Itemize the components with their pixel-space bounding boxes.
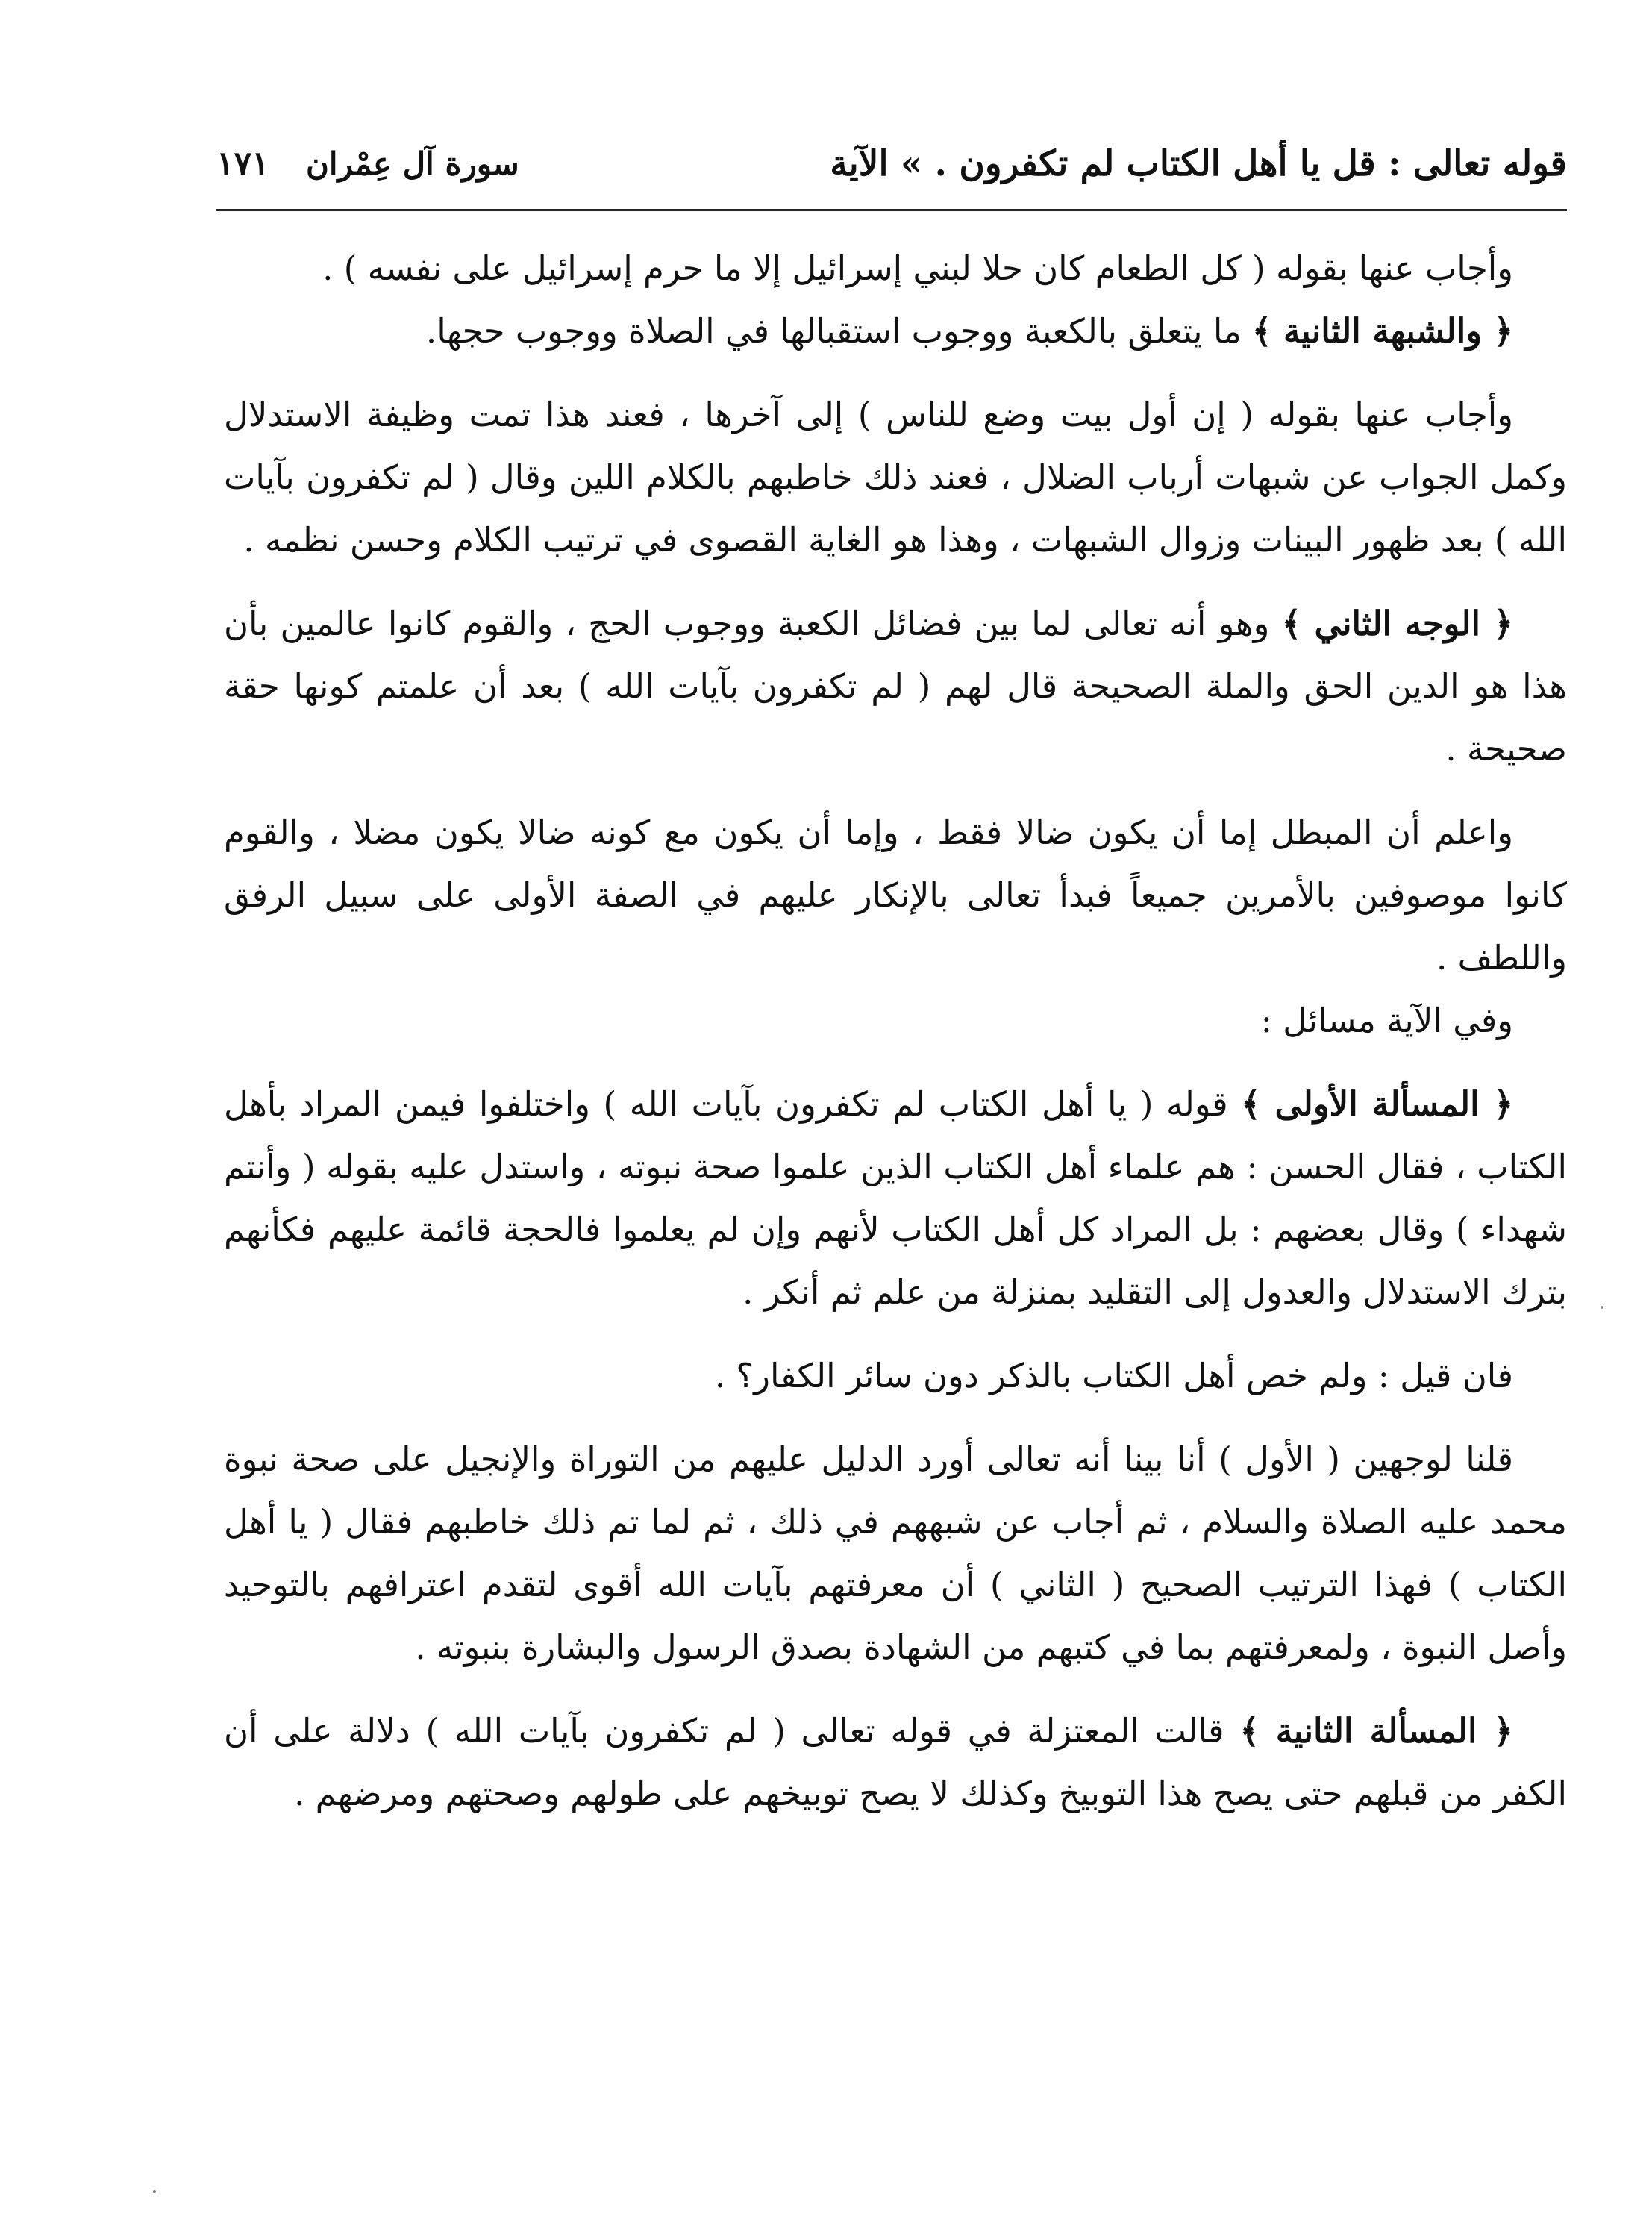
paragraph-9-text: قلنا لوجهين ( الأول ) أنا بينا أنه تعالى أورد الدليل عليهم من التوراة والإنجيل على صحة نبوة محمد عليه الصلاة والسلام ، ثم أجاب عن شبههم في ذلك ، ثم لما تم ذلك خاطبهم فقال ( يا أهل الكتاب ) فهذا الترتيب الصحيح ( الثاني ) أن معرفتهم بآيات الله أقوى لتقدم اعترافهم بالتوحيد وأصل النبوة ، ولمعرفتهم بما في كتبهم من الشهادة بصدق الرسول والبشارة بنبوته . bbox=[224, 1439, 1567, 1667]
header-rule bbox=[216, 209, 1567, 211]
paragraph-10 bbox=[224, 1700, 1567, 1825]
paragraph-10-text: قالت المعتزلة في قوله تعالى ( لم تكفرون بآيات الله ) دلالة على أن الكفر من قبلهم حتى يصح هذا التوبيخ وكذلك لا يصح توبيخهم على طولهم وصحتهم ومرضهم . bbox=[224, 1711, 1567, 1813]
paragraph-4-text: وهو أنه تعالى لما بين فضائل الكعبة ووجوب الحج ، والقوم كانوا عالمين بأن هذا هو الدين الحق والملة الصحيحة قال لهم ( لم تكفرون بآيات الله ) بعد أن علمتم كونها حقة صحيحة . bbox=[224, 604, 1567, 769]
header-surah-name: سورة آل عِمْران bbox=[306, 146, 519, 182]
scan-speck bbox=[1601, 1306, 1603, 1309]
paragraph-10-lead: ﴿ المسألة الثانية ﴾ bbox=[1239, 1711, 1513, 1751]
paragraph-8 bbox=[224, 1345, 1567, 1407]
paragraph-5 bbox=[224, 801, 1567, 989]
paragraph-6-text: وفي الآية مسائل : bbox=[1260, 1001, 1513, 1040]
paragraph-9 bbox=[224, 1428, 1567, 1679]
header-title: قوله تعالى : قل يا أهل الكتاب لم تكفرون . » الآية bbox=[830, 143, 1567, 184]
scan-speck bbox=[153, 2190, 156, 2193]
paragraph-2 bbox=[224, 300, 1567, 363]
paragraph-5-text: واعلم أن المبطل إما أن يكون ضالا فقط ، وإما أن يكون مع كونه ضالا يكون مضلا ، والقوم كانوا موصوفين بالأمرين جميعاً فبدأ تعالى بالإنكار عليهم في الصفة الأولى على سبيل الرفق واللطف . bbox=[224, 813, 1567, 978]
paragraph-4 bbox=[224, 592, 1567, 781]
paragraph-7-text: قوله ( يا أهل الكتاب لم تكفرون بآيات الله ) واختلفوا فيمن المراد بأهل الكتاب ، فقال الحسن : هم علماء أهل الكتاب الذين علموا صحة نبوته ، واستدل عليه بقوله ( وأنتم شهداء ) وقال بعضهم : بل المراد كل أهل الكتاب لأنهم وإن لم يعلموا فالحجة قائمة عليهم فكأنهم بترك الاستدلال والعدول إلى التقليد بمنزلة من علم ثم أنكر . bbox=[224, 1084, 1567, 1312]
paragraph-8-text: فان قيل : ولم خص أهل الكتاب بالذكر دون سائر الكفار؟ . bbox=[714, 1356, 1513, 1395]
paragraph-3-text: وأجاب عنها بقوله ( إن أول بيت وضع للناس ) إلى آخرها ، فعند هذا تمت وظيفة الاستدلال وكمل الجواب عن شبهات أرباب الضلال ، فعند ذلك خاطبهم بالكلام اللين وقال ( لم تكفرون بآيات الله ) بعد ظهور البينات وزوال الشبهات ، وهذا هو الغاية القصوى في ترتيب الكلام وحسن نظمه . bbox=[224, 395, 1567, 560]
paragraph-6 bbox=[224, 989, 1567, 1052]
paragraph-4-lead: ﴿ الوجه الثاني ﴾ bbox=[1281, 604, 1513, 643]
paragraph-1 bbox=[224, 237, 1567, 300]
paragraph-2-lead: ﴿ والشبهة الثانية ﴾ bbox=[1251, 311, 1513, 351]
paragraph-7 bbox=[224, 1073, 1567, 1324]
running-header bbox=[216, 127, 1567, 201]
paragraph-7-lead: ﴿ المسألة الأولى ﴾ bbox=[1241, 1084, 1513, 1124]
paragraph-1-text: وأجاب عنها بقوله ( كل الطعام كان حلا لبني إسرائيل إلا ما حرم إسرائيل على نفسه ) . bbox=[322, 248, 1513, 288]
page-body bbox=[224, 237, 1567, 1846]
page-number: ١٧١ bbox=[216, 145, 269, 183]
paragraph-2-text: ما يتعلق بالكعبة ووجوب استقبالها في الصلاة ووجوب حجها. bbox=[425, 311, 1252, 351]
paragraph-3 bbox=[224, 384, 1567, 572]
